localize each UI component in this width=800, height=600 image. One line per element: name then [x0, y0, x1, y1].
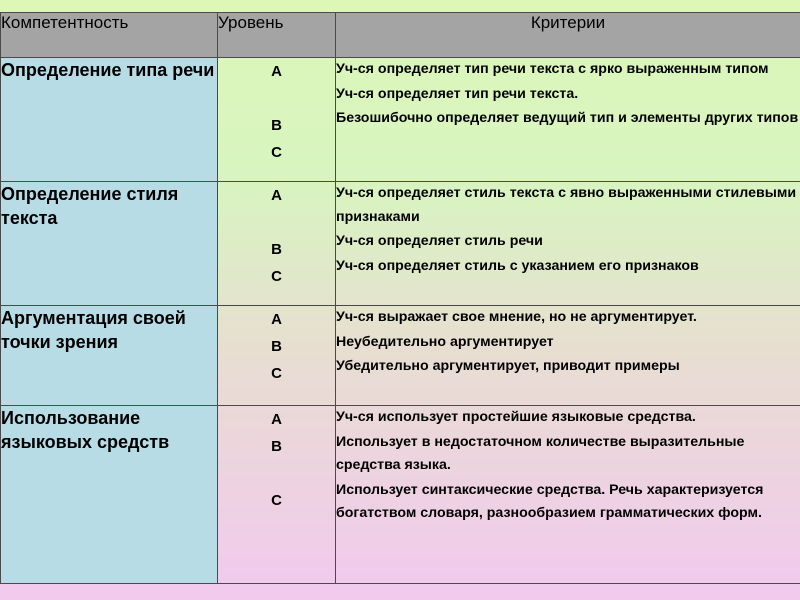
level-cell	[218, 306, 336, 406]
criteria-item: Уч-ся выражает свое мнение, но не аргументирует.	[336, 309, 697, 325]
criteria-item: Уч-ся определяет стиль речи	[336, 233, 543, 249]
level-label	[218, 209, 335, 236]
level-label: B	[271, 241, 282, 258]
criteria-item: Уч-ся определяет стиль текста с явно выраженными стилевыми признаками	[336, 185, 797, 225]
competence-label: Использование языковых средств	[1, 408, 170, 452]
criteria-cell	[336, 406, 800, 584]
criteria-item: Уч-ся определяет тип речи текста.	[336, 85, 579, 102]
criteria-item: Убедительно аргументирует, приводит примеры	[336, 358, 680, 374]
level-label: B	[271, 117, 282, 134]
header-criteria: Критерии	[336, 13, 800, 58]
level-label: C	[271, 144, 282, 161]
competence-cell	[1, 58, 218, 182]
competence-cell	[1, 182, 218, 306]
criteria-item: Уч-ся определяет стиль с указанием его признаков	[336, 257, 699, 274]
criteria-cell	[336, 306, 800, 406]
level-label: A	[271, 63, 282, 80]
level-cell	[218, 406, 336, 584]
header-level: Уровень	[218, 13, 336, 58]
table-row	[1, 306, 800, 406]
table-row	[1, 58, 800, 182]
level-label	[218, 460, 335, 487]
table-row	[1, 406, 800, 584]
criteria-item: Использует в недостаточном количестве выразительные средства языка.	[336, 433, 745, 473]
header-row	[1, 13, 800, 58]
competence-label: Определение стиля текста	[1, 184, 179, 228]
level-label: A	[271, 411, 282, 428]
level-cell	[218, 182, 336, 306]
level-label: B	[271, 338, 282, 355]
criteria-item: Неубедительно аргументирует	[336, 333, 554, 350]
criteria-item: Безошибочно определяет ведущий тип и элементы других типов	[336, 110, 799, 126]
level-label: C	[271, 268, 282, 285]
level-label	[218, 85, 335, 112]
competence-cell	[1, 406, 218, 584]
level-cell	[218, 58, 336, 182]
criteria-item: Использует синтаксические средства. Речь характеризуется богатством словаря, разнообразием грамматических форм.	[336, 481, 764, 521]
level-label: B	[271, 438, 282, 455]
table-row	[1, 182, 800, 306]
criteria-table	[0, 12, 800, 584]
level-label: A	[271, 311, 282, 328]
criteria-item: Уч-ся использует простейшие языковые средства.	[336, 409, 696, 425]
level-label: C	[271, 365, 282, 382]
competence-cell	[1, 306, 218, 406]
level-label: C	[271, 492, 282, 509]
criteria-cell	[336, 182, 800, 306]
criteria-cell	[336, 58, 800, 182]
competence-label: Аргументация своей точки зрения	[1, 308, 186, 352]
criteria-item: Уч-ся определяет тип речи текста с ярко выраженным типом	[336, 61, 769, 77]
header-competence: Компетентность	[1, 13, 218, 58]
competence-label: Определение типа речи	[1, 60, 215, 80]
level-label: A	[271, 187, 282, 204]
